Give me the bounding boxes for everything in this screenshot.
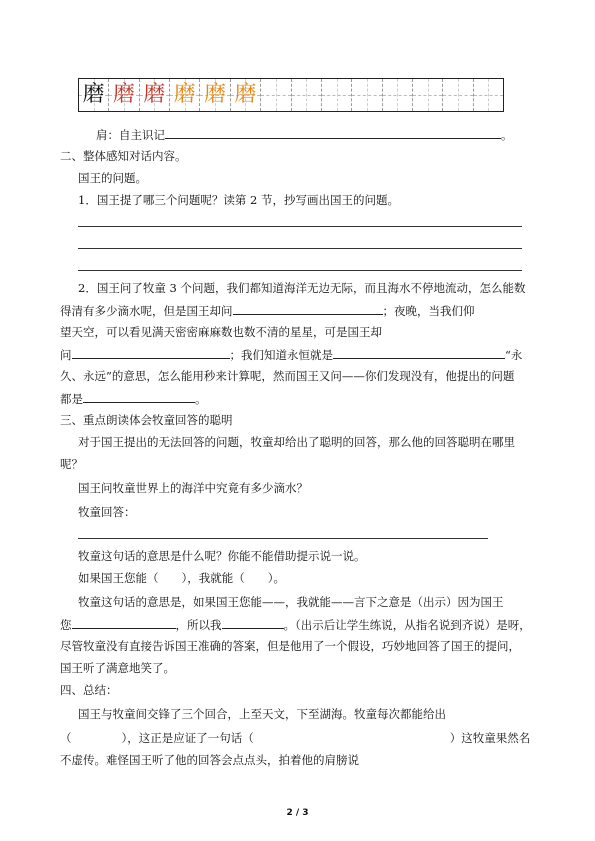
empty-grid-cell[interactable] [383, 79, 413, 111]
text: 。 [195, 392, 207, 406]
answer-blank[interactable] [72, 616, 176, 629]
empty-grid-cell[interactable] [292, 79, 322, 111]
section-3-line: 国王听了满意地笑了。 [60, 661, 175, 675]
answer-line[interactable] [78, 538, 488, 539]
practice-character: 磨 [113, 82, 136, 107]
answer-line[interactable] [78, 226, 522, 227]
empty-grid-cell[interactable] [261, 79, 291, 111]
answer-blank[interactable] [333, 346, 505, 359]
text: 都是 [60, 392, 83, 406]
vocab-label: 肩：自主识记 [96, 128, 165, 142]
practice-character: 磨 [143, 82, 166, 107]
question-1: 1．国王提了哪三个问题呢？读第 2 节，抄写画出国王的问题。 [78, 193, 399, 207]
character-practice-grid [78, 78, 504, 112]
grid-cell [200, 79, 230, 111]
section-3-line: 牧童回答： [78, 505, 136, 519]
grid-cell [109, 79, 139, 111]
section-3-line: 国王问牧童世界上的海洋中究竟有多少滴水？ [78, 481, 308, 495]
text: 。（出示后让学生练说，从指名说到齐说）是呀， [283, 618, 531, 632]
text: ）这牧童果然名 [449, 731, 531, 745]
answer-blank[interactable] [233, 302, 383, 315]
empty-grid-cell[interactable] [443, 79, 473, 111]
section-3-line: 如果国王您能（ ），我就能（ ）。 [78, 571, 285, 585]
section-4-line: 国王与牧童间交锋了三个回合，上至天文，下至湖海。牧童每次都能给出 [78, 707, 446, 721]
question-2-line: 望天空，可以看见满天密密麻麻数也数不清的星星，可是国王却 [60, 325, 382, 339]
section-3-line: 尽管牧童没有直接告诉国王准确的答案，但是他用了一个假设，巧妙地回答了国王的提问， [60, 639, 520, 653]
empty-grid-cell[interactable] [352, 79, 382, 111]
answer-line[interactable] [78, 270, 522, 271]
section-3-line: 牧童这句话的意思是，如果国王您能——，我就能——言下之意是（出示）因为国王 [78, 595, 504, 609]
answer-blank[interactable] [83, 390, 195, 403]
section-4-line [60, 730, 530, 746]
section-4-line: 不虚传。难怪国王听了他的回答会点点头，拍着他的肩膀说 [60, 753, 359, 767]
section-3-line: 牧童这句话的意思是什么呢？你能不能借助提示说一说。 [78, 549, 366, 563]
answer-blank[interactable] [165, 126, 501, 139]
section-3-line: 对于国王提出的无法回答的问题，牧童却给出了聪明的回答，那么他的回答聪明在哪里 [78, 435, 515, 449]
question-2-line: 2．国王问了牧童 3 个问题，我们都知道海洋无边无际，而且海水不停地流动，怎么能数 [78, 281, 526, 295]
text: ），这正是应证了一句话（ [121, 731, 254, 745]
text: ；我们知道永恒就是 [229, 348, 333, 362]
text: 得清有多少滴水呢，但是国王却问 [60, 304, 233, 318]
empty-grid-cell[interactable] [474, 79, 503, 111]
punct: 。 [501, 128, 513, 142]
text: ，所以我 [175, 618, 222, 632]
section-3-line: 呢？ [60, 457, 83, 471]
text: “永 [505, 348, 523, 362]
text: ；夜晚，当我们仰 [382, 304, 475, 318]
answer-blank[interactable] [222, 616, 284, 629]
page-number: 2 / 3 [286, 808, 309, 818]
practice-character: 磨 [234, 82, 257, 107]
text: 问 [60, 348, 72, 362]
subheading-king-questions: 国王的问题。 [78, 171, 147, 185]
text: 您 [60, 618, 72, 632]
text: （ [60, 731, 72, 745]
grid-cell [231, 79, 261, 111]
practice-character: 磨 [204, 82, 227, 107]
answer-line[interactable] [78, 248, 522, 249]
empty-grid-cell[interactable] [413, 79, 443, 111]
grid-cell [79, 79, 109, 111]
section-heading-3: 三、重点朗读体会牧童回答的聪明 [60, 413, 233, 427]
section-heading-2: 二、整体感知对话内容。 [60, 149, 187, 163]
empty-grid-cell[interactable] [322, 79, 352, 111]
question-2-line [60, 346, 522, 363]
section-heading-4: 四、总结： [60, 683, 118, 697]
question-2-line [60, 390, 207, 407]
question-2-line [60, 302, 475, 319]
question-2-line: 久、永远”的意思，怎么能用秒来计算呢，然而国王又问——你们发现没有，他提出的问题 [60, 369, 515, 383]
practice-character: 磨 [82, 82, 105, 107]
section-3-line [60, 616, 531, 633]
practice-character: 磨 [173, 82, 196, 107]
vocab-line [96, 126, 513, 143]
grid-cell [170, 79, 200, 111]
answer-blank[interactable] [72, 346, 230, 359]
grid-cell [140, 79, 170, 111]
